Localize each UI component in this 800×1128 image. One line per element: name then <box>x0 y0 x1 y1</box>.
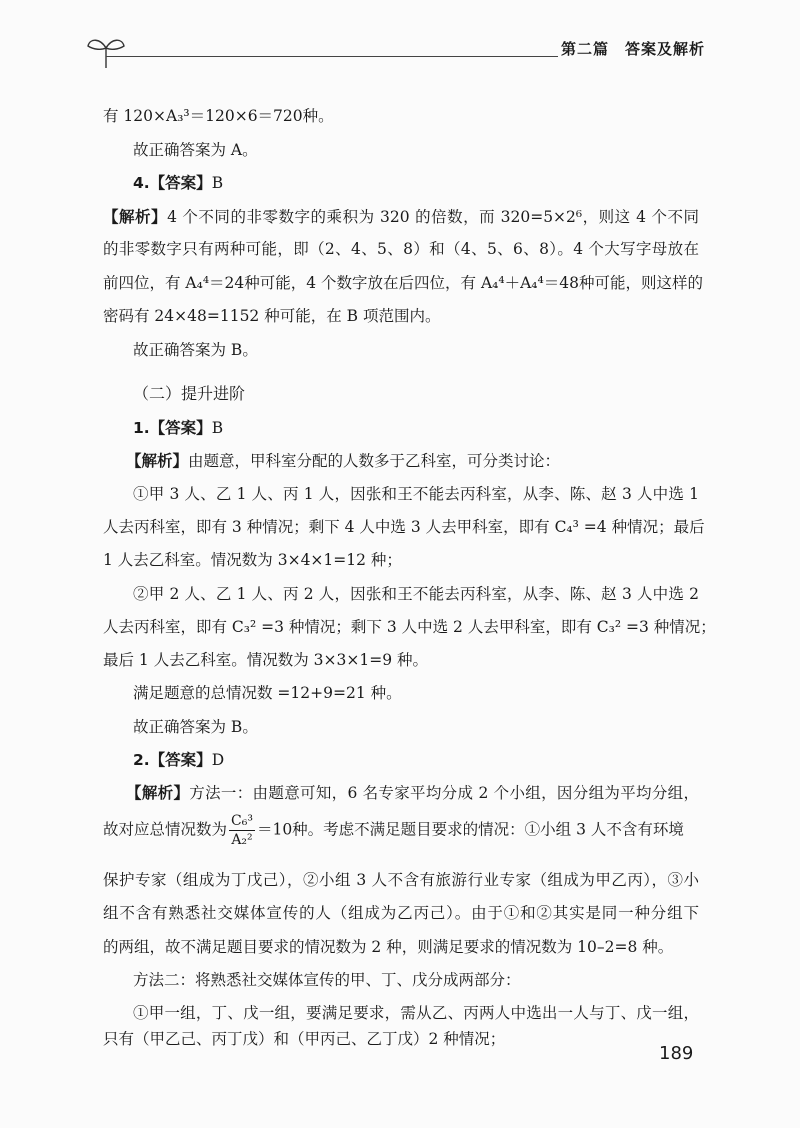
paragraph: 方法二：将熟悉社交媒体宣传的甲、丁、戊分成两部分： <box>133 971 521 989</box>
paragraph: 的两组，故不满足题目要求的情况数为 2 种，则满足要求的情况数为 10–2=8 种。 <box>103 938 674 956</box>
answer-label: 2.【答案】 <box>133 751 212 769</box>
paragraph: ①甲 3 人、乙 1 人、丙 1 人，因张和王不能去丙科室，从李、陈、赵 3 人中选 1 <box>133 485 699 503</box>
page-header <box>0 0 800 90</box>
fraction-denominator: A₂² <box>231 832 253 848</box>
answer-label: 4.【答案】 <box>133 174 212 192</box>
fraction-line <box>103 814 684 847</box>
paragraph: 最后 1 人去乙科室。情况数为 3×3×1=9 种。 <box>103 651 428 669</box>
paragraph: 满足题意的总情况数 =12+9=21 种。 <box>133 684 402 702</box>
paragraph: 故正确答案为 B。 <box>133 718 258 736</box>
sprout-icon <box>86 26 126 70</box>
paragraph: 人去丙科室，即有 3 种情况；剩下 4 人中选 3 人去甲科室，即有 C₄³ =4 种情况；最后 <box>103 518 705 536</box>
paragraph: 故正确答案为 A。 <box>133 141 258 159</box>
fraction-line-lead: 故对应总情况数为 <box>103 820 228 839</box>
paragraph: 前四位，有 A₄⁴＝24种可能，4 个数字放在后四位，有 A₄⁴＋A₄⁴＝48种可能，则这样的 <box>103 274 703 292</box>
answer-line <box>133 748 224 772</box>
paragraph: 人去丙科室，即有 C₃² =3 种情况；剩下 3 人中选 2 人去甲科室，即有 C₃² =3 种情况； <box>103 618 716 636</box>
fraction-numerator: C₆³ <box>231 813 253 829</box>
analysis-text: 4 个不同的非零数字的乘积为 320 的倍数，而 320=5×2⁶，则这 4 个不同 <box>167 208 699 226</box>
fraction <box>229 814 255 847</box>
section-heading: （二）提升进阶 <box>133 384 246 403</box>
answer-value: D <box>211 751 225 769</box>
paragraph: 的非零数字只有两种可能，即（2、4、5、8）和（4、5、6、8）。4 个大写字母放在 <box>103 240 699 258</box>
analysis-line <box>103 205 699 229</box>
paragraph: 密码有 24×48=1152 种可能，在 B 项范围内。 <box>103 307 441 325</box>
analysis-text: 方法一：由题意可知，6 名专家平均分成 2 个小组，因分组为平均分组， <box>189 784 699 802</box>
answer-value: B <box>211 419 224 437</box>
paragraph: 保护专家（组成为丁戊己），②小组 3 人不含有旅游行业专家（组成为甲乙丙），③小 <box>103 871 699 889</box>
analysis-label: 【解析】 <box>126 452 189 470</box>
paragraph: 组不含有熟悉社交媒体宣传的人（组成为乙丙己）。由于①和②其实是同一种分组下 <box>103 904 699 922</box>
analysis-text: 由题意，甲科室分配的人数多于乙科室，可分类讨论： <box>188 452 561 470</box>
paragraph: ②甲 2 人、乙 1 人、丙 2 人，因张和王不能去丙科室，从李、陈、赵 3 人中选 2 <box>133 585 699 603</box>
answer-label: 1.【答案】 <box>133 419 212 437</box>
analysis-line <box>126 781 699 805</box>
paragraph: 1 人去乙科室。情况数为 3×4×1=12 种； <box>103 551 402 569</box>
paragraph: 有 120×A₃³＝120×6＝720种。 <box>103 107 334 125</box>
analysis-line <box>126 449 560 473</box>
paragraph: 故正确答案为 B。 <box>133 341 258 359</box>
answer-line <box>133 171 223 195</box>
fraction-line-tail: ＝10种。考虑不满足题目要求的情况：①小组 3 人不含有环境 <box>256 820 684 839</box>
answer-value: B <box>211 174 224 192</box>
paragraph: 只有（甲乙己、丙丁戊）和（甲丙己、乙丁戊）2 种情况； <box>103 1030 506 1048</box>
header-title: 第二篇 答案及解析 <box>561 40 706 58</box>
analysis-label: 【解析】 <box>126 784 190 802</box>
page-number: 189 <box>659 1043 694 1064</box>
analysis-label: 【解析】 <box>103 208 168 226</box>
paragraph: ①甲一组，丁、戊一组，要满足要求，需从乙、丙两人中选出一人与丁、戊一组， <box>133 1004 699 1022</box>
header-rule <box>106 56 558 57</box>
answer-line <box>133 416 223 440</box>
